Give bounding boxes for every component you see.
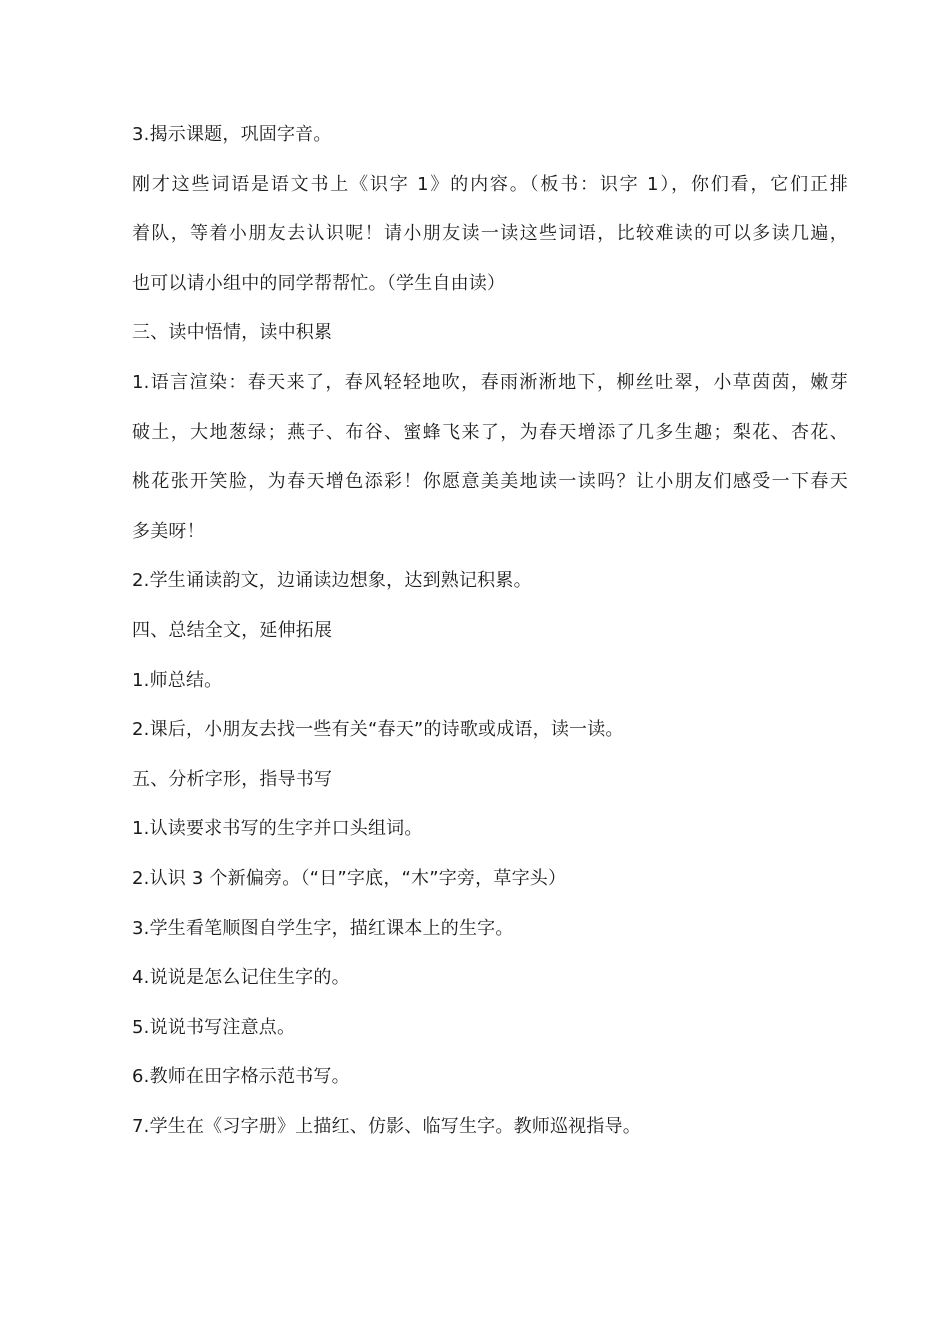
text-line: 多美呀！ [132, 520, 205, 542]
section-heading: 五、分析字形，指导书写 [132, 768, 333, 790]
text-line: 着队，等着小朋友去认识呢！请小朋友读一读这些词语，比较难读的可以多读几遍， [132, 223, 848, 245]
text-line: 1.认读要求书写的生字并口头组词。 [132, 818, 423, 840]
document-page [132, 110, 848, 1151]
text-line: 4.说说是怎么记住生字的。 [132, 967, 350, 989]
text-line: 破土，大地葱绿；燕子、布谷、蜜蜂飞来了，为春天增添了几多生趣；梨花、杏花、 [132, 421, 848, 443]
text-line: 刚才这些词语是语文书上《识字 1》的内容。（板书：识字 1），你们看，它们正排 [132, 173, 848, 195]
section-heading: 四、总结全文，延伸拓展 [132, 619, 333, 641]
text-line: 1.语言渲染：春天来了，春风轻轻地吹，春雨淅淅地下，柳丝吐翠，小草茵茵，嫩芽 [132, 371, 848, 393]
text-line: 5.说说书写注意点。 [132, 1016, 296, 1038]
text-line: 2.学生诵读韵文，边诵读边想象，达到熟记积累。 [132, 570, 532, 592]
text-line: 2.认识 3 个新偏旁。（“日”字底，“木”字旁，草字头） [132, 867, 567, 889]
text-line: 3.学生看笔顺图自学生字，描红课本上的生字。 [132, 917, 514, 939]
text-line: 7.学生在《习字册》上描红、仿影、临写生字。教师巡视指导。 [132, 1115, 641, 1137]
text-line: 6.教师在田字格示范书写。 [132, 1066, 350, 1088]
section-heading: 三、读中悟情，读中积累 [132, 322, 333, 344]
text-line: 也可以请小组中的同学帮帮忙。（学生自由读） [132, 272, 506, 294]
text-line: 3.揭示课题，巩固字音。 [132, 124, 332, 145]
text-line: 2.课后，小朋友去找一些有关“春天”的诗歌或成语，读一读。 [132, 719, 624, 741]
text-line: 1.师总结。 [132, 669, 223, 691]
text-line: 桃花张开笑脸，为春天增色添彩！你愿意美美地读一读吗？让小朋友们感受一下春天 [132, 471, 848, 493]
